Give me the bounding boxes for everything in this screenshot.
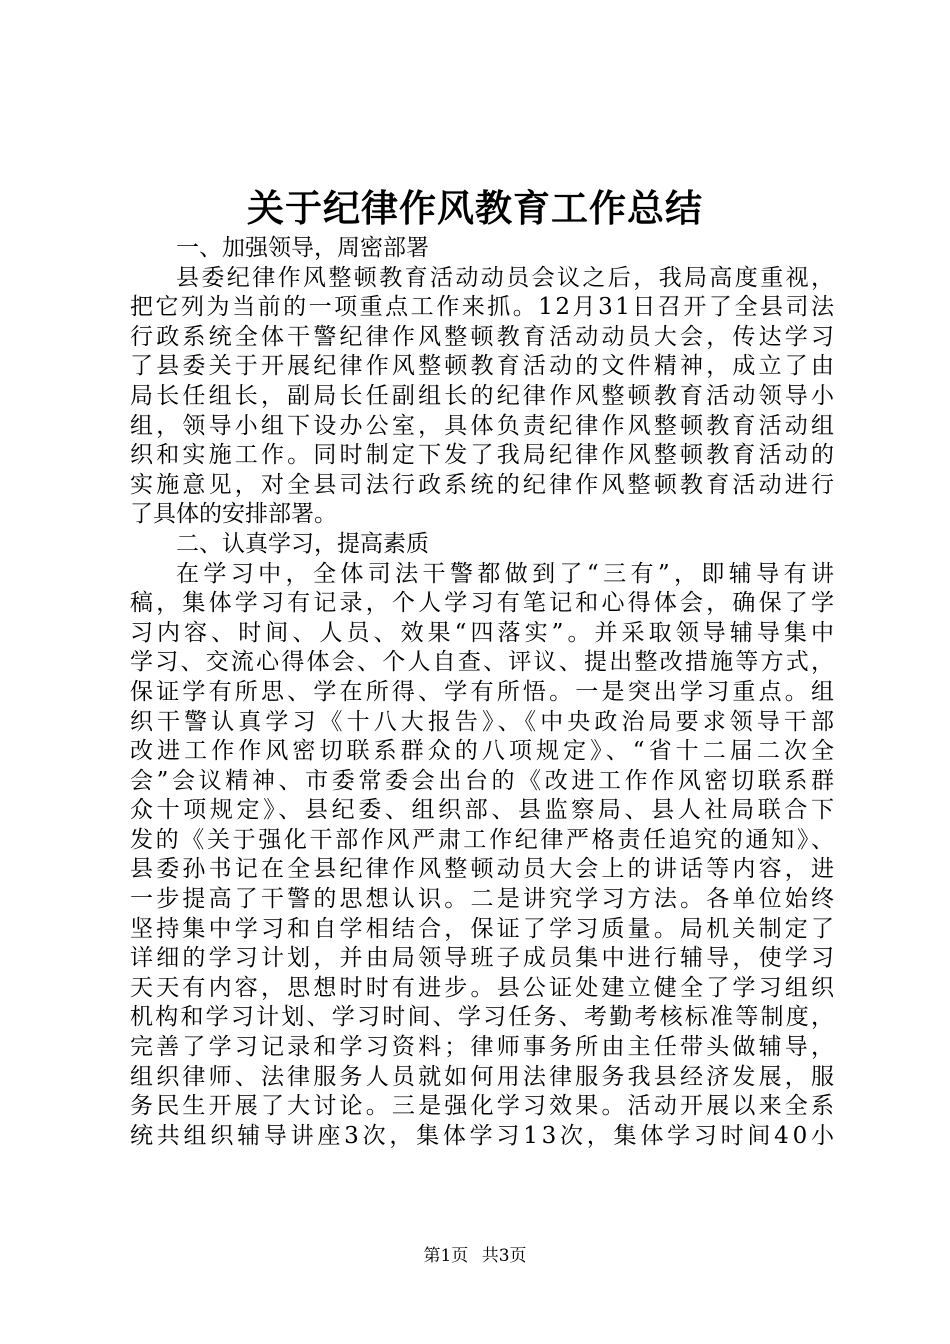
paragraph-line: 改进工作作风密切联系群众的八项规定》、“省十二届二次全 bbox=[130, 738, 839, 765]
paragraph-line: 详细的学习计划，并由局领导班子成员集中进行辅导，使学习 bbox=[130, 945, 838, 972]
paragraph-line: 完善了学习记录和学习资料；律师事务所由主任带头做辅导， bbox=[130, 1034, 838, 1061]
paragraph-line: 机构和学习计划、学习时间、学习任务、考勤考核标准等制度， bbox=[130, 1004, 837, 1031]
paragraph-line: 实施意见，对全县司法行政系统的纪律作风整顿教育活动进行 bbox=[130, 471, 838, 498]
paragraph-line: 发的《关于强化干部作风严肃工作纪律严格责任追究的通知》、 bbox=[130, 826, 837, 853]
paragraph-line: 了具体的安排部署。 bbox=[130, 501, 337, 528]
page-count: 共3页 bbox=[481, 1246, 527, 1266]
paragraph-line: 县委纪律作风整顿教育活动动员会议之后，我局高度重视， bbox=[176, 264, 837, 291]
paragraph-line: 织和实施工作。同时制定下发了我局纪律作风整顿教育活动的 bbox=[130, 442, 838, 469]
paragraph-line: 局长任组长，副局长任副组长的纪律作风整顿教育活动领导小 bbox=[130, 382, 838, 409]
paragraph-line: 稿，集体学习有记录，个人学习有笔记和心得体会，确保了学 bbox=[130, 590, 838, 617]
paragraph-line: 把它列为当前的一项重点工作来抓。12月31日召开了全县司法 bbox=[130, 294, 837, 321]
section-heading: 一、加强领导，周密部署 bbox=[176, 235, 429, 261]
paragraph-line: 会”会议精神、市委常委会出台的《改进工作作风密切联系群 bbox=[130, 767, 838, 794]
paragraph-line: 学习、交流心得体会、个人自查、评议、提出整改措施等方式， bbox=[130, 649, 837, 676]
paragraph-line: 县委孙书记在全县纪律作风整顿动员大会上的讲话等内容，进 bbox=[130, 856, 838, 883]
paragraph-line: 在学习中，全体司法干警都做到了“三有”，即辅导有讲 bbox=[176, 560, 839, 587]
page-number: 第1页 bbox=[423, 1246, 469, 1266]
paragraph-line: 统共组织辅导讲座3次，集体学习13次，集体学习时间40小 bbox=[130, 1122, 838, 1149]
paragraph-line: 务民生开展了大讨论。三是强化学习效果。活动开展以来全系 bbox=[130, 1093, 838, 1120]
paragraph-line: 组织律师、法律服务人员就如何用法律服务我县经济发展，服 bbox=[130, 1063, 838, 1090]
section-heading: 二、认真学习，提高素质 bbox=[176, 530, 429, 557]
paragraph-line: 行政系统全体干警纪律作风整顿教育活动动员大会，传达学习 bbox=[130, 323, 838, 350]
paragraph-line: 一步提高了干警的思想认识。二是讲究学习方法。各单位始终 bbox=[130, 886, 838, 913]
paragraph-line: 众十项规定》、县纪委、组织部、县监察局、县人社局联合下 bbox=[130, 797, 838, 824]
document-body bbox=[130, 234, 839, 1151]
paragraph-line: 了县委关于开展纪律作风整顿教育活动的文件精神，成立了由 bbox=[130, 353, 838, 380]
paragraph-line: 天天有内容，思想时时有进步。县公证处建立健全了学习组织 bbox=[130, 974, 838, 1001]
paragraph-line: 保证学有所思、学在所得、学有所悟。一是突出学习重点。组 bbox=[130, 678, 838, 705]
paragraph-line: 习内容、时间、人员、效果“四落实”。并采取领导辅导集中 bbox=[130, 619, 839, 646]
paragraph-line: 织干警认真学习《十八大报告》、《中央政治局要求领导干部 bbox=[130, 708, 839, 735]
paragraph-line: 组，领导小组下设办公室，具体负责纪律作风整顿教育活动组 bbox=[130, 412, 838, 439]
document-title: 关于纪律作风教育工作总结 bbox=[247, 186, 703, 230]
page-footer bbox=[0, 1244, 950, 1268]
paragraph-line: 坚持集中学习和自学相结合，保证了学习质量。局机关制定了 bbox=[130, 915, 838, 942]
